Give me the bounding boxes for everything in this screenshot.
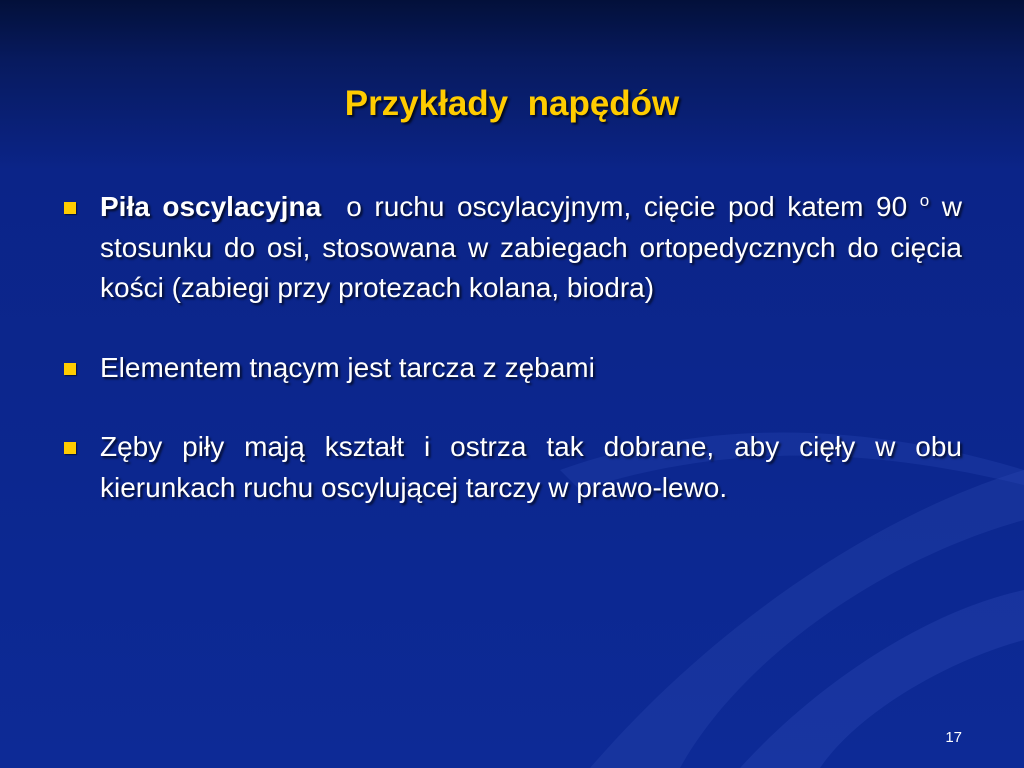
slide-page-number: 17	[945, 729, 962, 746]
bullet-square-icon	[64, 363, 76, 375]
bullet-list	[62, 187, 962, 508]
bullet-square-icon	[64, 202, 76, 214]
bullet-text: o ruchu oscylacyjnym, cięcie pod katem 90	[346, 191, 920, 222]
bullet-text: Elementem tnącym jest tarcza z zębami	[100, 351, 595, 383]
bullet-square-icon	[64, 442, 76, 454]
degree-superscript: o	[919, 191, 930, 210]
bullet-item-oscillating-saw	[62, 187, 962, 309]
bullet-item-saw-teeth	[62, 427, 962, 508]
bullet-item-cutting-element	[62, 348, 962, 389]
bullet-term-gap	[321, 191, 346, 222]
bullet-bold-term: Piła oscylacyjna	[100, 191, 322, 222]
bullet-text: Zęby piły mają kształt i ostrza tak dobrane, aby cięły w obu kierunkach ruchu oscylującej tarczy w prawo-lewo.	[100, 431, 962, 503]
slide-title: Przykłady napędów	[344, 84, 680, 123]
bullet-text-continued: w stosunku do osi, stosowana w zabiegach ortopedycznych do cięcia kości (zabiegi przy protezach kolana, biodra)	[100, 191, 962, 303]
